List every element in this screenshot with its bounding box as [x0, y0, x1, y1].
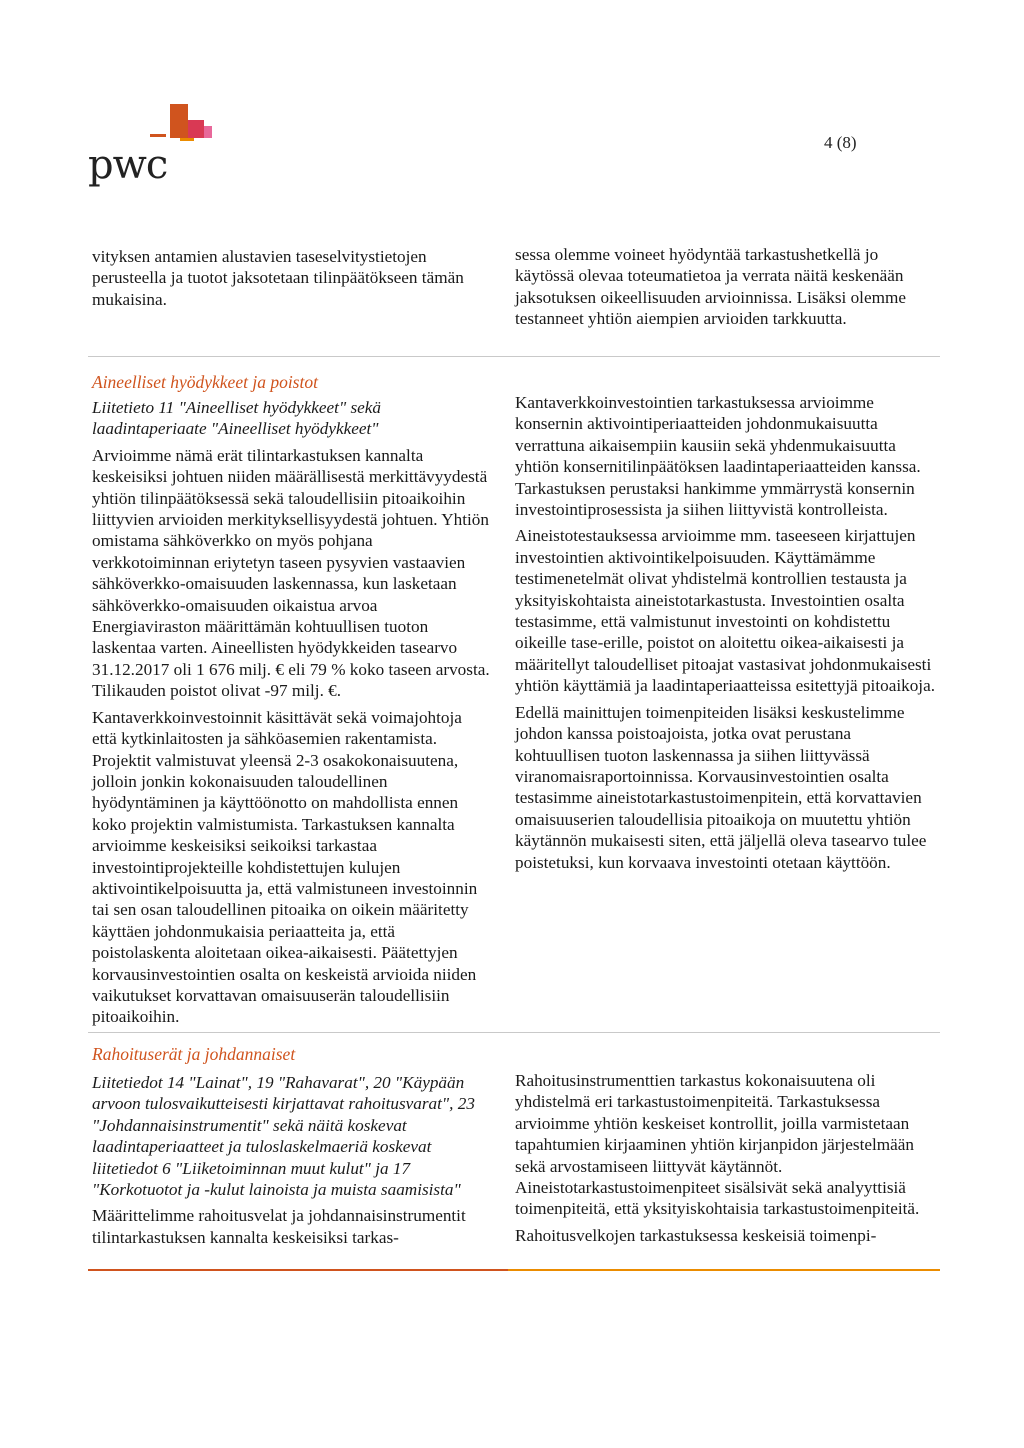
- section2-left-p1: Määrittelimme rahoitusvelat ja johdannaisinstrumentit tilintarkastuksen kannalta keskeisiksi tarkas-: [92, 1206, 466, 1247]
- section1-right-p1: Kantaverkkoinvestointien tarkastuksessa arvioimme konsernin aktivointiperiaatteiden johdonmukaisuutta verrattuna aikaisempiin kausiin sekä yhdenmukaisuutta yhtiön konsernitilinpäätöksen laadintaperiaatteiden kanssa. Tarkastuksen perustaksi hankimme ymmärrystä konsernin investointiprosessista ja siihen liittyvistä kontrolleista.: [515, 393, 921, 520]
- intro-right-text: sessa olemme voineet hyödyntää tarkastushetkellä jo käytössä olevaa toteumatietoa ja verrata näitä keskenään jaksotuksen oikeellisuuden arvioinnissa. Lisäksi olemme testanneet yhtiön aiempien arvioiden tarkkuutta.: [515, 245, 906, 329]
- section1-right-p3: Edellä mainittujen toimenpiteiden lisäksi keskustelimme johdon kanssa poistoajoista, jotka ovat perustana kohtuullisen tuoton laskennassa ja siihen liittyvässä viranomaisraportoinnissa. Korvausinvestointien osalta testasimme aineistotarkastustoimenpitein, että korvattavien omaisuuserien taloudellisia pitoaikoja on muutettu yhtiön käytännön mukaisesti siten, että jäljellä oleva tasearvo tulee poistetuksi, kun korvaava investointi otetaan käyttöön.: [515, 702, 927, 872]
- footer-bar-orange: [88, 1269, 508, 1271]
- logo-block-red: [188, 120, 204, 138]
- section2-right-p1: Rahoitusinstrumenttien tarkastus kokonaisuutena oli yhdistelmä eri tarkastustoimenpiteitä. Tarkastuksessa arvioimme yhtiön keskeiset kontrollit, joilla varmistetaan tapahtumien kirjaaminen yhtiön kirjanpidon järjestelmään sekä arvostamiseen liittyvät käytännöt. Aineistotarkastustoimenpiteet sisälsivät sekä analyyttisiä toimenpiteitä, että yksityiskohtaisia tarkastustoimenpiteitä.: [515, 1071, 920, 1219]
- logo-block-pink: [204, 126, 212, 138]
- section2-right-p2: Rahoitusvelkojen tarkastuksessa keskeisiä toimenpi-: [515, 1225, 877, 1245]
- intro-right: [515, 244, 935, 335]
- logo-wordmark: pwc: [88, 142, 168, 188]
- section2-heading: Rahoituserät ja johdannaiset: [92, 1044, 296, 1064]
- footer-bar-amber: [508, 1269, 940, 1271]
- section1-note: Liitetieto 11 "Aineelliset hyödykkeet" sekä laadintaperiaate "Aineelliset hyödykkeet": [92, 398, 382, 439]
- section1-right: [515, 392, 935, 878]
- page-number: 4 (8): [824, 133, 857, 152]
- section2-left: [92, 1072, 490, 1253]
- intro-left: [92, 246, 490, 315]
- pwc-logo: [88, 100, 218, 190]
- divider-2: [88, 1032, 940, 1033]
- section1-heading: Aineelliset hyödykkeet ja poistot: [92, 372, 318, 392]
- divider-1: [88, 356, 940, 357]
- logo-block-orange: [170, 104, 188, 138]
- section1-right-p2: Aineistotestauksessa arvioimme mm. taseeseen kirjattujen investointien aktivointikelpoisuuden. Käyttämämme testimenetelmät olivat yhdistelmä kontrollien testausta ja yksityiskohtaista aineistotarkastusta. Investointien osalta testasimme, että valmistunut investointi on kohdistettu oikeille tase-erille, poistot on aloitettu oikea-aikaisesti ja määritellyt taloudelliset pitoajat vastasivat johdonmukaisesti yhtiön käyttämiä ja laadintaperiaatteissa esitettyjä pitoaikoja.: [515, 526, 935, 696]
- section2-right: [515, 1070, 935, 1251]
- intro-left-text: vityksen antamien alustavien taseselvitystietojen perusteella ja tuotot jaksotetaan tilinpäätökseen tämän mukaisina.: [92, 247, 464, 309]
- section1-left-p1: Arvioimme nämä erät tilintarkastuksen kannalta keskeisiksi johtuen niiden määrällisestä merkittävyydestä yhtiön tilinpäätöksessä sekä taloudellisiin pitoaikoihin liittyvien arvioiden merkityksellisyydestä johtuen. Yhtiön omistama sähköverkko on myös pohjana verkkotoiminnan eriytetyn taseen pysyvien vastaavien sähköverkko-omaisuuden laskennassa, kun lasketaan sähköverkko-omaisuuden oikaistua arvoa Energiaviraston määrittämän kohtuullisen tuoton laskentaa varten. Aineellisten hyödykkeiden tasearvo 31.12.2017 oli 1 676 milj. € eli 79 % koko taseen arvosta. Tilikauden poistot olivat -97 milj. €.: [92, 445, 490, 701]
- logo-dash: [150, 134, 166, 137]
- section1-left: [92, 397, 490, 1033]
- section2-note: Liitetiedot 14 "Lainat", 19 "Rahavarat", 20 "Käypään arvoon tulosvaikutteisesti kirjattavat rahoitusvarat", 23 "Johdannaisinstrumentit" sekä näitä koskevat laadintaperiaatteet ja tuloslaskelmaeriä koskevat liitetiedot 6 "Liiketoiminnan muut kulut" ja 17 "Korkotuotot ja -kulut lainoista ja muista saamisista": [92, 1073, 475, 1200]
- section1-left-p2: Kantaverkkoinvestoinnit käsittävät sekä voimajohtoja että kytkinlaitosten ja sähköasemien rakentamista. Projektit valmistuvat yleensä 2-3 osakokonaisuutena, jolloin jonkin kokonaisuuden taloudellinen hyödyntäminen ja käyttöönotto on mahdollista ennen koko projektin valmistumista. Tarkastuksen kannalta arvioimme keskeisiksi seikoiksi tarkastaa investointiprojekteille kohdistettujen kulujen aktivointikelpoisuutta ja, että valmistuneen investoinnin tai sen osan taloudellinen pitoaika on oikein määritetty käyttäen johdonmukaisia periaatteita ja, että poistolaskenta aloitetaan oikea-aikaisesti. Päätettyjen korvausinvestointien osalta on keskeistä arvioida niiden vaikutukset korvattavan omaisuuserän taloudellisiin pitoaikoihin.: [92, 707, 478, 1027]
